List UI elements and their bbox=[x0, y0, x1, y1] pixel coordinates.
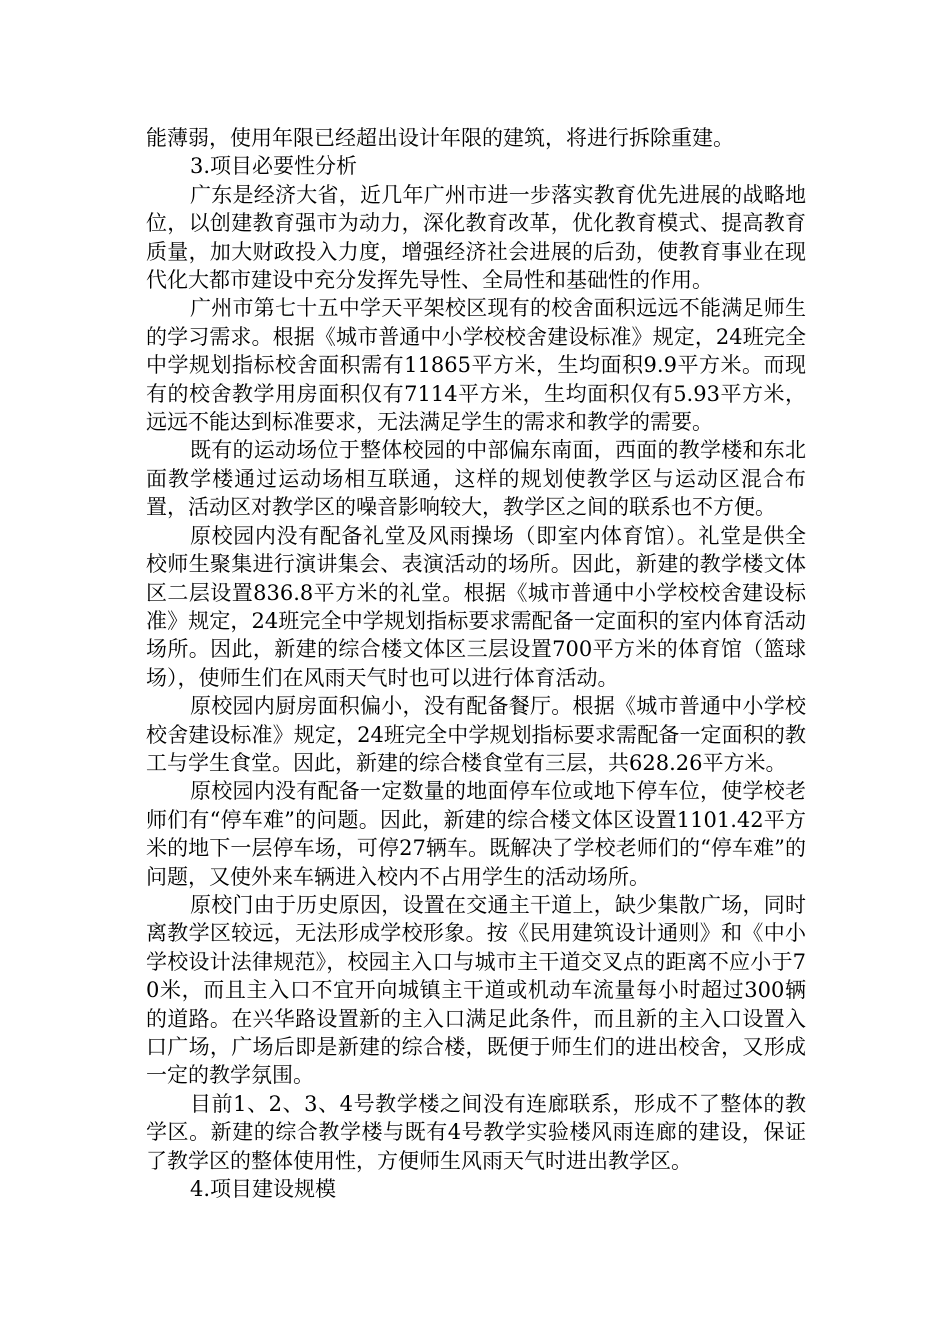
paragraph-sports-field: 既有的运动场位于整体校园的中部偏东南面，西面的教学楼和东北面教学楼通过运动场相互联通，这样的规划使教学区与运动区混合布置，活动区对教学区的噪音影响较大，教学区之间的联系也不方便。 bbox=[146, 438, 806, 520]
paragraph-continuation: 能薄弱，使用年限已经超出设计年限的建筑，将进行拆除重建。 bbox=[146, 126, 734, 150]
paragraph-school-gate: 原校门由于历史原因，设置在交通主干道上，缺少集散广场，同时离教学区较远，无法形成学校形象。按《民用建筑设计通则》和《中小学校设计法律规范》，校园主入口与城市主干道交叉点的距离不应小于70米，而且主入口不宜开向城镇主干道或机动车流量每小时超过300辆的道路。在兴华路设置新的主入口满足此条件，而且新的主入口设置入口广场，广场后即是新建的综合楼，既便于师生们的进出校舍，又形成一定的教学氛围。 bbox=[146, 892, 806, 1088]
document-page bbox=[146, 124, 806, 1203]
paragraph-corridor: 目前1、2、3、4号教学楼之间没有连廊联系，形成不了整体的教学区。新建的综合教学楼与既有4号教学实验楼风雨连廊的建设，保证了教学区的整体使用性，方便师生风雨天气时进出教学区。 bbox=[146, 1091, 806, 1173]
section-heading-construction-scale: 4.项目建设规模 bbox=[190, 1177, 337, 1202]
paragraph-parking: 原校园内没有配备一定数量的地面停车位或地下停车位，使学校老师们有“停车难”的问题。因此，新建的综合楼文体区设置1101.42平方米的地下一层停车场，可停27辆车。既解决了学校老师们的“停车难”的问题，又使外来车辆进入校内不占用学生的活动场所。 bbox=[146, 779, 806, 889]
paragraph-guangdong-education: 广东是经济大省，近几年广州市进一步落实教育优先进展的战略地位，以创建教育强市为动力，深化教育改革，优化教育模式、提高教育质量，加大财政投入力度，增强经济社会进展的后劲，使教育事业在现代化大都市建设中充分发挥先导性、全局性和基础性的作用。 bbox=[146, 182, 806, 293]
paragraph-school-area: 广州市第七十五中学天平架校区现有的校舍面积远远不能满足师生的学习需求。根据《城市普通中小学校校舍建设标准》规定，24班完全中学规划指标校舍面积需有11865平方米，生均面积9.9平方米。而现有的校舍教学用房面积仅有7114平方米，生均面积仅有5.93平方米，远远不能达到标准要求，无法满足学生的需求和教学的需要。 bbox=[146, 296, 806, 435]
paragraph-canteen: 原校园内厨房面积偏小，没有配备餐厅。根据《城市普通中小学校校舍建设标准》规定，24班完全中学规划指标要求需配备一定面积的教工与学生食堂。因此，新建的综合楼食堂有三层，共628.26平方米。 bbox=[146, 694, 806, 775]
paragraph-auditorium-gym: 原校园内没有配备礼堂及风雨操场（即室内体育馆）。礼堂是供全校师生聚集进行演讲集会、表演活动的场所。因此，新建的教学楼文体区二层设置836.8平方米的礼堂。根据《城市普通中小学校校舍建设标准》规定，24班完全中学规划指标要求需配备一定面积的室内体育活动场所。因此，新建的综合楼文体区三层设置700平方米的体育馆（篮球场），使师生们在风雨天气时也可以进行体育活动。 bbox=[146, 523, 806, 690]
section-heading-necessity-analysis: 3.项目必要性分析 bbox=[190, 154, 358, 179]
